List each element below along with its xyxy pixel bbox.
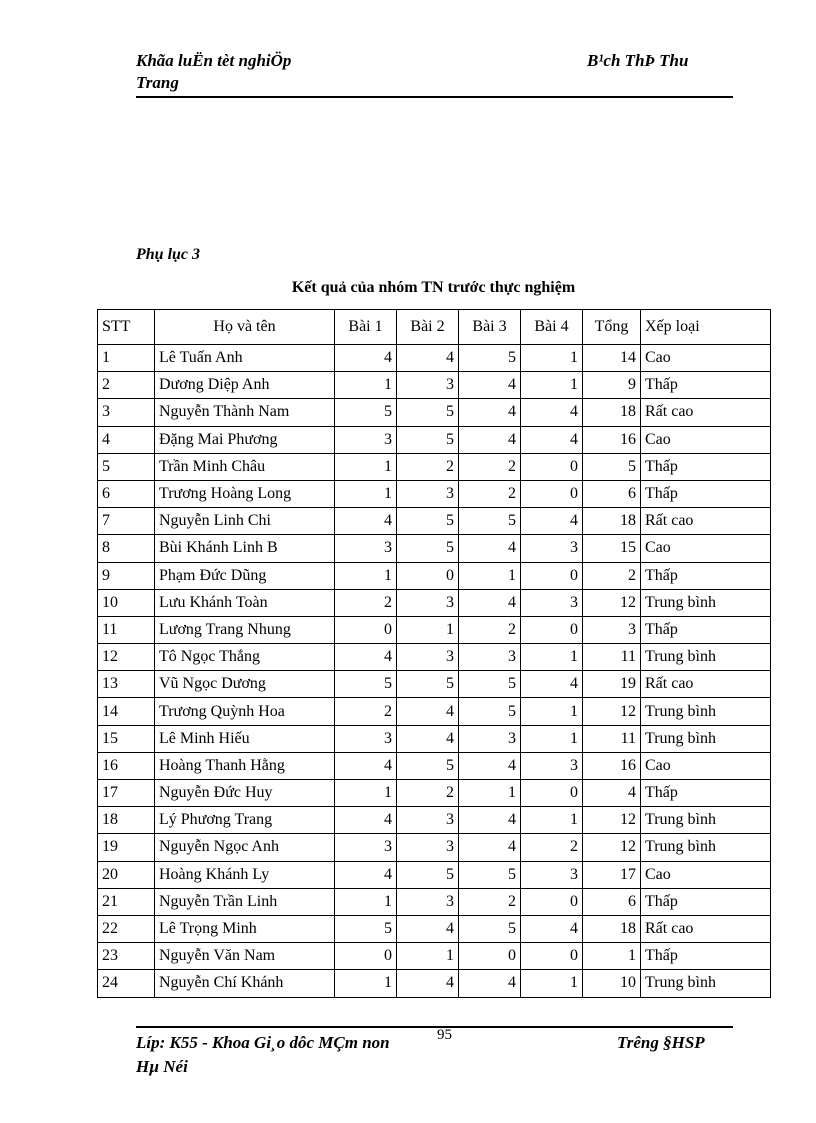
table-row xyxy=(98,725,771,752)
cell-bai4: 0 xyxy=(521,888,583,915)
cell-bai4: 1 xyxy=(521,725,583,752)
cell-rank: Thấp xyxy=(641,562,771,589)
cell-bai2: 5 xyxy=(397,426,459,453)
cell-bai3: 5 xyxy=(459,345,521,372)
table-row xyxy=(98,480,771,507)
cell-rank: Trung bình xyxy=(641,807,771,834)
table-row xyxy=(98,372,771,399)
cell-total: 12 xyxy=(583,698,641,725)
table-row xyxy=(98,807,771,834)
cell-bai2: 2 xyxy=(397,780,459,807)
cell-rank: Thấp xyxy=(641,480,771,507)
cell-bai4: 3 xyxy=(521,589,583,616)
cell-bai2: 3 xyxy=(397,480,459,507)
cell-total: 4 xyxy=(583,780,641,807)
cell-rank: Rất cao xyxy=(641,399,771,426)
cell-stt: 3 xyxy=(98,399,155,426)
table-row xyxy=(98,888,771,915)
cell-rank: Trung bình xyxy=(641,589,771,616)
cell-bai2: 0 xyxy=(397,562,459,589)
cell-bai2: 5 xyxy=(397,535,459,562)
cell-bai2: 5 xyxy=(397,399,459,426)
cell-stt: 5 xyxy=(98,453,155,480)
cell-rank: Cao xyxy=(641,752,771,779)
cell-total: 1 xyxy=(583,943,641,970)
cell-rank: Thấp xyxy=(641,780,771,807)
cell-bai2: 4 xyxy=(397,725,459,752)
cell-bai3: 3 xyxy=(459,644,521,671)
cell-rank: Rất cao xyxy=(641,671,771,698)
cell-total: 16 xyxy=(583,752,641,779)
cell-bai3: 5 xyxy=(459,508,521,535)
cell-rank: Thấp xyxy=(641,616,771,643)
results-table xyxy=(97,309,771,998)
col-header-stt: STT xyxy=(98,310,155,345)
cell-rank: Thấp xyxy=(641,453,771,480)
cell-bai4: 2 xyxy=(521,834,583,861)
cell-total: 11 xyxy=(583,725,641,752)
cell-bai1: 1 xyxy=(335,453,397,480)
cell-rank: Cao xyxy=(641,426,771,453)
cell-rank: Rất cao xyxy=(641,915,771,942)
cell-bai3: 4 xyxy=(459,834,521,861)
cell-bai4: 3 xyxy=(521,535,583,562)
cell-bai3: 5 xyxy=(459,861,521,888)
cell-bai1: 5 xyxy=(335,915,397,942)
table-row xyxy=(98,671,771,698)
cell-bai4: 4 xyxy=(521,915,583,942)
cell-name: Hoàng Thanh Hằng xyxy=(155,752,335,779)
cell-total: 17 xyxy=(583,861,641,888)
cell-total: 12 xyxy=(583,834,641,861)
cell-name: Bùi Khánh Linh B xyxy=(155,535,335,562)
cell-bai1: 1 xyxy=(335,780,397,807)
footer-school: Trêng §HSP xyxy=(617,1033,705,1052)
col-header-bai1: Bài 1 xyxy=(335,310,397,345)
cell-rank: Trung bình xyxy=(641,644,771,671)
cell-stt: 19 xyxy=(98,834,155,861)
table-row xyxy=(98,915,771,942)
col-header-total: Tổng xyxy=(583,310,641,345)
cell-stt: 23 xyxy=(98,943,155,970)
cell-bai1: 5 xyxy=(335,399,397,426)
table-row xyxy=(98,345,771,372)
cell-total: 18 xyxy=(583,508,641,535)
cell-bai4: 3 xyxy=(521,861,583,888)
cell-bai4: 0 xyxy=(521,562,583,589)
cell-name: Nguyễn Thành Nam xyxy=(155,399,335,426)
cell-bai2: 5 xyxy=(397,752,459,779)
cell-bai1: 1 xyxy=(335,970,397,997)
cell-bai3: 2 xyxy=(459,888,521,915)
table-row xyxy=(98,616,771,643)
cell-bai4: 1 xyxy=(521,644,583,671)
cell-total: 6 xyxy=(583,480,641,507)
cell-stt: 12 xyxy=(98,644,155,671)
table-row xyxy=(98,399,771,426)
cell-bai3: 4 xyxy=(459,589,521,616)
col-header-bai2: Bài 2 xyxy=(397,310,459,345)
cell-stt: 20 xyxy=(98,861,155,888)
cell-rank: Thấp xyxy=(641,372,771,399)
page-header-left xyxy=(136,50,291,94)
table-row xyxy=(98,970,771,997)
cell-bai2: 5 xyxy=(397,671,459,698)
cell-bai4: 0 xyxy=(521,780,583,807)
cell-stt: 17 xyxy=(98,780,155,807)
cell-stt: 10 xyxy=(98,589,155,616)
cell-bai3: 3 xyxy=(459,725,521,752)
cell-bai4: 4 xyxy=(521,399,583,426)
cell-stt: 15 xyxy=(98,725,155,752)
cell-bai3: 5 xyxy=(459,915,521,942)
cell-stt: 24 xyxy=(98,970,155,997)
cell-bai2: 3 xyxy=(397,372,459,399)
cell-stt: 7 xyxy=(98,508,155,535)
cell-bai4: 1 xyxy=(521,372,583,399)
table-row xyxy=(98,698,771,725)
cell-rank: Trung bình xyxy=(641,725,771,752)
cell-bai4: 1 xyxy=(521,345,583,372)
header-thesis-title: Khãa luËn tèt nghiÖp xyxy=(136,51,292,70)
cell-bai4: 4 xyxy=(521,426,583,453)
cell-bai2: 2 xyxy=(397,453,459,480)
table-row xyxy=(98,508,771,535)
footer-city: Hµ Néi xyxy=(136,1057,188,1076)
cell-bai4: 0 xyxy=(521,480,583,507)
cell-bai1: 1 xyxy=(335,562,397,589)
cell-bai3: 1 xyxy=(459,780,521,807)
col-header-rank: Xếp loại xyxy=(641,310,771,345)
cell-name: Lưu Khánh Toàn xyxy=(155,589,335,616)
cell-name: Phạm Đức Dũng xyxy=(155,562,335,589)
cell-bai2: 5 xyxy=(397,861,459,888)
table-row xyxy=(98,861,771,888)
cell-bai1: 4 xyxy=(335,345,397,372)
cell-rank: Trung bình xyxy=(641,834,771,861)
cell-total: 15 xyxy=(583,535,641,562)
cell-bai4: 1 xyxy=(521,807,583,834)
cell-total: 6 xyxy=(583,888,641,915)
cell-bai1: 4 xyxy=(335,508,397,535)
cell-name: Lê Trọng Minh xyxy=(155,915,335,942)
table-row xyxy=(98,453,771,480)
cell-rank: Cao xyxy=(641,861,771,888)
cell-bai1: 4 xyxy=(335,861,397,888)
table-row xyxy=(98,752,771,779)
cell-stt: 18 xyxy=(98,807,155,834)
cell-bai1: 0 xyxy=(335,943,397,970)
cell-bai1: 1 xyxy=(335,372,397,399)
cell-bai1: 4 xyxy=(335,807,397,834)
table-row xyxy=(98,426,771,453)
cell-bai4: 4 xyxy=(521,671,583,698)
header-rule xyxy=(136,96,733,98)
cell-bai3: 5 xyxy=(459,671,521,698)
page-footer-left xyxy=(136,1031,390,1079)
cell-name: Nguyễn Linh Chi xyxy=(155,508,335,535)
cell-bai2: 3 xyxy=(397,807,459,834)
cell-bai2: 4 xyxy=(397,970,459,997)
cell-name: Vũ Ngọc Dương xyxy=(155,671,335,698)
cell-bai2: 4 xyxy=(397,698,459,725)
cell-total: 19 xyxy=(583,671,641,698)
cell-name: Trương Quỳnh Hoa xyxy=(155,698,335,725)
cell-bai3: 2 xyxy=(459,480,521,507)
footer-class: Líp: K55 - Khoa Gi¸o dôc MÇm non xyxy=(136,1033,390,1052)
cell-bai1: 2 xyxy=(335,698,397,725)
table-row xyxy=(98,834,771,861)
cell-name: Nguyễn Văn Nam xyxy=(155,943,335,970)
cell-bai3: 4 xyxy=(459,807,521,834)
cell-total: 16 xyxy=(583,426,641,453)
cell-total: 18 xyxy=(583,915,641,942)
cell-bai2: 4 xyxy=(397,345,459,372)
cell-bai2: 1 xyxy=(397,943,459,970)
cell-bai1: 5 xyxy=(335,671,397,698)
cell-bai3: 2 xyxy=(459,616,521,643)
cell-bai2: 1 xyxy=(397,616,459,643)
cell-bai3: 4 xyxy=(459,372,521,399)
cell-name: Đặng Mai Phương xyxy=(155,426,335,453)
cell-stt: 22 xyxy=(98,915,155,942)
cell-bai1: 2 xyxy=(335,589,397,616)
cell-name: Lê Tuấn Anh xyxy=(155,345,335,372)
cell-stt: 4 xyxy=(98,426,155,453)
page-number: 95 xyxy=(437,1027,452,1043)
cell-rank: Thấp xyxy=(641,943,771,970)
cell-rank: Cao xyxy=(641,535,771,562)
cell-stt: 21 xyxy=(98,888,155,915)
cell-bai3: 4 xyxy=(459,535,521,562)
cell-total: 9 xyxy=(583,372,641,399)
cell-total: 5 xyxy=(583,453,641,480)
table-row xyxy=(98,589,771,616)
cell-total: 2 xyxy=(583,562,641,589)
cell-name: Trương Hoàng Long xyxy=(155,480,335,507)
cell-rank: Cao xyxy=(641,345,771,372)
cell-name: Hoàng Khánh Ly xyxy=(155,861,335,888)
cell-bai1: 3 xyxy=(335,535,397,562)
cell-stt: 16 xyxy=(98,752,155,779)
cell-total: 18 xyxy=(583,399,641,426)
cell-bai2: 3 xyxy=(397,888,459,915)
cell-bai3: 4 xyxy=(459,426,521,453)
cell-rank: Trung bình xyxy=(641,970,771,997)
cell-stt: 1 xyxy=(98,345,155,372)
footer-rule xyxy=(136,1026,733,1028)
table-row xyxy=(98,535,771,562)
cell-bai2: 4 xyxy=(397,915,459,942)
cell-name: Nguyễn Ngọc Anh xyxy=(155,834,335,861)
cell-total: 12 xyxy=(583,807,641,834)
cell-bai2: 5 xyxy=(397,508,459,535)
cell-stt: 6 xyxy=(98,480,155,507)
cell-stt: 13 xyxy=(98,671,155,698)
cell-bai1: 0 xyxy=(335,616,397,643)
cell-bai3: 5 xyxy=(459,698,521,725)
table-header-row xyxy=(98,310,771,345)
cell-bai3: 4 xyxy=(459,970,521,997)
cell-bai2: 3 xyxy=(397,834,459,861)
cell-stt: 8 xyxy=(98,535,155,562)
cell-bai1: 3 xyxy=(335,426,397,453)
header-thesis-title-cont: Trang xyxy=(136,73,179,92)
cell-name: Nguyễn Đức Huy xyxy=(155,780,335,807)
cell-bai3: 4 xyxy=(459,752,521,779)
col-header-bai4: Bài 4 xyxy=(521,310,583,345)
table-row xyxy=(98,562,771,589)
cell-name: Lê Minh Hiếu xyxy=(155,725,335,752)
cell-total: 11 xyxy=(583,644,641,671)
cell-name: Tô Ngọc Thắng xyxy=(155,644,335,671)
cell-bai3: 2 xyxy=(459,453,521,480)
cell-bai3: 1 xyxy=(459,562,521,589)
cell-name: Nguyễn Trần Linh xyxy=(155,888,335,915)
cell-total: 14 xyxy=(583,345,641,372)
col-header-bai3: Bài 3 xyxy=(459,310,521,345)
appendix-label: Phụ lục 3 xyxy=(136,246,201,263)
cell-rank: Rất cao xyxy=(641,508,771,535)
cell-bai1: 3 xyxy=(335,834,397,861)
cell-total: 10 xyxy=(583,970,641,997)
cell-bai3: 0 xyxy=(459,943,521,970)
cell-bai4: 0 xyxy=(521,616,583,643)
cell-bai1: 1 xyxy=(335,888,397,915)
cell-name: Dương Diệp Anh xyxy=(155,372,335,399)
cell-bai1: 4 xyxy=(335,752,397,779)
cell-name: Lý Phương Trang xyxy=(155,807,335,834)
cell-bai4: 1 xyxy=(521,970,583,997)
cell-stt: 9 xyxy=(98,562,155,589)
cell-bai4: 1 xyxy=(521,698,583,725)
cell-total: 12 xyxy=(583,589,641,616)
cell-rank: Thấp xyxy=(641,888,771,915)
cell-stt: 11 xyxy=(98,616,155,643)
cell-bai2: 3 xyxy=(397,644,459,671)
cell-stt: 2 xyxy=(98,372,155,399)
cell-rank: Trung bình xyxy=(641,698,771,725)
col-header-name: Họ và tên xyxy=(155,310,335,345)
table-row xyxy=(98,943,771,970)
cell-bai4: 4 xyxy=(521,508,583,535)
cell-bai3: 4 xyxy=(459,399,521,426)
cell-bai1: 1 xyxy=(335,480,397,507)
cell-name: Nguyễn Chí Khánh xyxy=(155,970,335,997)
table-row xyxy=(98,644,771,671)
cell-total: 3 xyxy=(583,616,641,643)
cell-bai4: 3 xyxy=(521,752,583,779)
table-row xyxy=(98,780,771,807)
cell-name: Trần Minh Châu xyxy=(155,453,335,480)
header-author: B¹ch ThÞ Thu xyxy=(587,51,689,70)
table-title: Kết quả của nhóm TN trước thực nghiệm xyxy=(291,279,576,296)
cell-stt: 14 xyxy=(98,698,155,725)
cell-bai4: 0 xyxy=(521,453,583,480)
cell-name: Lương Trang Nhung xyxy=(155,616,335,643)
cell-bai1: 4 xyxy=(335,644,397,671)
cell-bai2: 3 xyxy=(397,589,459,616)
cell-bai4: 0 xyxy=(521,943,583,970)
cell-bai1: 3 xyxy=(335,725,397,752)
